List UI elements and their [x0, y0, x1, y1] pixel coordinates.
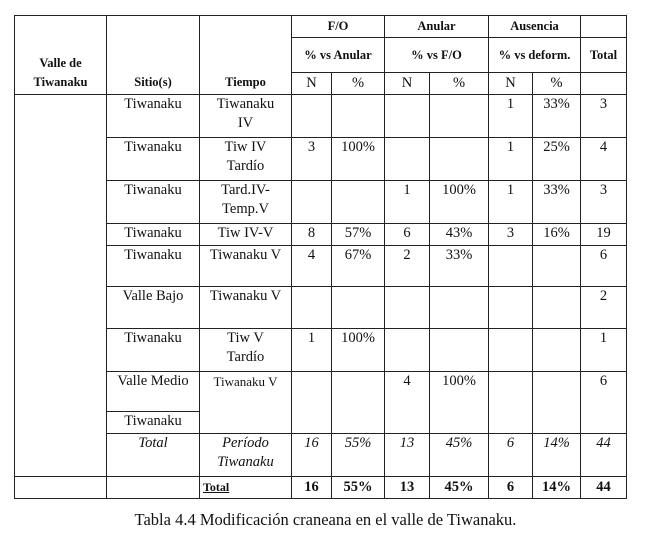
- cell-total: 3: [581, 181, 627, 224]
- cell-ausencia-n: 1: [489, 181, 533, 224]
- header-fo: F/O: [292, 16, 385, 38]
- periodo-fo-pct: 55%: [332, 434, 385, 477]
- header-valle: Valle de Tiwanaku: [15, 16, 107, 95]
- cell-ausencia-pct: 33%: [533, 181, 581, 224]
- header-total-blank: [581, 16, 627, 38]
- cell-ausencia-pct: [533, 329, 581, 372]
- table-row-tiempo: Tiwanaku V: [200, 372, 292, 434]
- header-fo-sub: % vs Anular: [292, 38, 385, 73]
- cell-fo-n: [292, 372, 332, 434]
- cell-anular-n: [385, 329, 430, 372]
- cell-anular-n: 4: [385, 372, 430, 434]
- header-sitio: Sitio(s): [107, 16, 200, 95]
- header-anular-sub: % vs F/O: [385, 38, 489, 73]
- header-ausencia-n: N: [489, 73, 533, 95]
- cell-ausencia-n: [489, 329, 533, 372]
- cell-anular-n: [385, 95, 430, 138]
- total-anular-n: 13: [385, 477, 430, 499]
- header-anular: Anular: [385, 16, 489, 38]
- cell-total: 19: [581, 224, 627, 246]
- periodo-ausencia-n: 6: [489, 434, 533, 477]
- cell-anular-pct: 43%: [430, 224, 489, 246]
- header-anular-pct: %: [430, 73, 489, 95]
- total-ausencia-pct: 14%: [533, 477, 581, 499]
- table-row-tiempo: Tiwanaku V: [200, 287, 292, 329]
- total-sitio-blank: [107, 477, 200, 499]
- header-ausencia-sub: % vs deform.: [489, 38, 581, 73]
- cell-fo-n: 4: [292, 246, 332, 287]
- header-total: Total: [581, 38, 627, 73]
- cell-fo-n: 3: [292, 138, 332, 181]
- cell-fo-pct: [332, 287, 385, 329]
- cell-fo-n: [292, 287, 332, 329]
- total-ausencia-n: 6: [489, 477, 533, 499]
- cell-ausencia-pct: 16%: [533, 224, 581, 246]
- header-ausencia-pct: %: [533, 73, 581, 95]
- table-row-sitio: Tiwanaku: [107, 412, 200, 434]
- cell-fo-pct: [332, 95, 385, 138]
- cell-anular-n: [385, 138, 430, 181]
- header-anular-n: N: [385, 73, 430, 95]
- cranial-modification-table: [14, 15, 627, 499]
- total-anular-pct: 45%: [430, 477, 489, 499]
- table-row-tiempo: Tiw V Tardío: [200, 329, 292, 372]
- periodo-anular-n: 13: [385, 434, 430, 477]
- header-tiempo: Tiempo: [200, 16, 292, 95]
- cell-anular-n: 6: [385, 224, 430, 246]
- periodo-anular-pct: 45%: [430, 434, 489, 477]
- cell-fo-n: 1: [292, 329, 332, 372]
- table-row-tiempo: Tiwanaku IV: [200, 95, 292, 138]
- table-row-sitio: Tiwanaku: [107, 95, 200, 138]
- table-row-tiempo: Tiwanaku V: [200, 246, 292, 287]
- header-total-blank2: [581, 73, 627, 95]
- cell-ausencia-pct: [533, 372, 581, 434]
- cell-fo-pct: 67%: [332, 246, 385, 287]
- valle-column-blank: [15, 95, 107, 477]
- cell-ausencia-n: 1: [489, 95, 533, 138]
- cell-ausencia-n: [489, 287, 533, 329]
- header-fo-n: N: [292, 73, 332, 95]
- periodo-fo-n: 16: [292, 434, 332, 477]
- table-row-tiempo: Tard.IV- Temp.V: [200, 181, 292, 224]
- cell-fo-pct: [332, 181, 385, 224]
- table-row-sitio: Valle Medio: [107, 372, 200, 412]
- cell-ausencia-pct: 33%: [533, 95, 581, 138]
- table-row-sitio: Valle Bajo: [107, 287, 200, 329]
- cell-total: 1: [581, 329, 627, 372]
- total-fo-n: 16: [292, 477, 332, 499]
- cell-anular-pct: [430, 138, 489, 181]
- cell-anular-n: [385, 287, 430, 329]
- table-row-tiempo: Tiw IV Tardío: [200, 138, 292, 181]
- cell-anular-n: 1: [385, 181, 430, 224]
- cell-fo-pct: [332, 372, 385, 434]
- cell-fo-n: [292, 95, 332, 138]
- cell-anular-pct: [430, 329, 489, 372]
- cell-fo-pct: 100%: [332, 138, 385, 181]
- cell-fo-pct: 100%: [332, 329, 385, 372]
- cell-ausencia-n: 1: [489, 138, 533, 181]
- cell-ausencia-n: [489, 246, 533, 287]
- cell-total: 4: [581, 138, 627, 181]
- cell-total: 3: [581, 95, 627, 138]
- cell-ausencia-pct: [533, 287, 581, 329]
- cell-fo-n: 8: [292, 224, 332, 246]
- cell-anular-pct: [430, 287, 489, 329]
- cell-anular-pct: 100%: [430, 372, 489, 434]
- cell-total: 6: [581, 246, 627, 287]
- header-fo-pct: %: [332, 73, 385, 95]
- periodo-ausencia-pct: 14%: [533, 434, 581, 477]
- periodo-sitio: Total: [107, 434, 200, 477]
- header-ausencia: Ausencia: [489, 16, 581, 38]
- cell-fo-pct: 57%: [332, 224, 385, 246]
- table-row-sitio: Tiwanaku: [107, 138, 200, 181]
- table-row-sitio: Tiwanaku: [107, 329, 200, 372]
- table-row-sitio: Tiwanaku: [107, 181, 200, 224]
- cell-total: 6: [581, 372, 627, 434]
- cell-total: 2: [581, 287, 627, 329]
- table-row-sitio: Tiwanaku: [107, 246, 200, 287]
- cell-fo-n: [292, 181, 332, 224]
- total-fo-pct: 55%: [332, 477, 385, 499]
- periodo-total: 44: [581, 434, 627, 477]
- cell-ausencia-n: 3: [489, 224, 533, 246]
- cell-ausencia-pct: 25%: [533, 138, 581, 181]
- cell-ausencia-pct: [533, 246, 581, 287]
- cell-anular-n: 2: [385, 246, 430, 287]
- cell-anular-pct: 100%: [430, 181, 489, 224]
- periodo-tiempo: Período Tiwanaku: [200, 434, 292, 477]
- table-row-sitio: Tiwanaku: [107, 224, 200, 246]
- total-total: 44: [581, 477, 627, 499]
- total-label: Total: [200, 477, 292, 499]
- cell-anular-pct: [430, 95, 489, 138]
- cell-anular-pct: 33%: [430, 246, 489, 287]
- table-caption: Tabla 4.4 Modificación craneana en el valle de Tiwanaku.: [134, 510, 517, 529]
- total-valle-blank: [15, 477, 107, 499]
- table-row-tiempo: Tiw IV-V: [200, 224, 292, 246]
- cell-ausencia-n: [489, 372, 533, 434]
